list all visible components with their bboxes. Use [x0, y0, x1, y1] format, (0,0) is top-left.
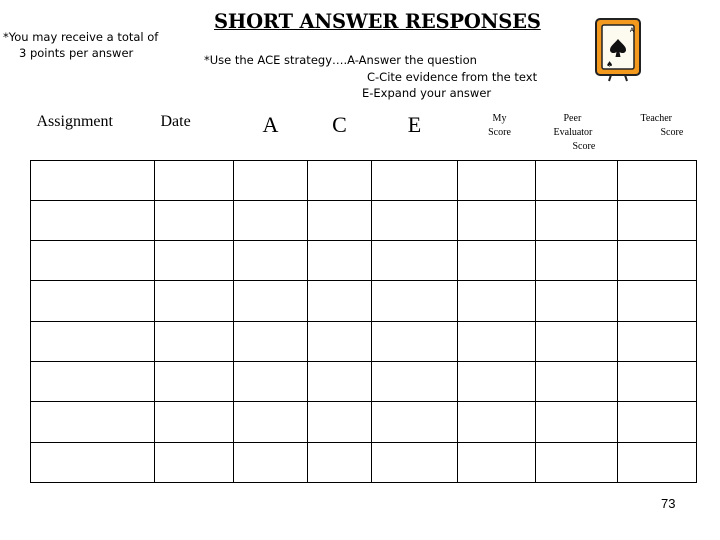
- col-peer-score: [536, 108, 618, 160]
- cell-e[interactable]: [372, 160, 458, 200]
- table-row: [31, 361, 697, 401]
- table-row: [31, 321, 697, 361]
- cell-c[interactable]: [308, 160, 372, 200]
- cell-my-score[interactable]: [458, 321, 536, 361]
- cell-assignment[interactable]: [31, 402, 155, 442]
- cell-assignment[interactable]: [31, 361, 155, 401]
- cell-a[interactable]: [234, 402, 308, 442]
- cell-date[interactable]: [155, 281, 234, 321]
- cell-my-score[interactable]: [458, 160, 536, 200]
- cell-peer-score[interactable]: [536, 442, 618, 482]
- points-note-line-1: *You may receive a total of: [3, 30, 159, 44]
- cell-e[interactable]: [372, 281, 458, 321]
- cell-assignment[interactable]: [31, 241, 155, 281]
- score-table: [30, 108, 697, 483]
- cell-date[interactable]: [155, 361, 234, 401]
- col-teacher-score-line-1: Teacher: [640, 113, 672, 124]
- cell-peer-score[interactable]: [536, 241, 618, 281]
- cell-teacher-score[interactable]: [618, 442, 697, 482]
- col-assignment: Assignment: [36, 113, 113, 130]
- cell-c[interactable]: [308, 200, 372, 240]
- cell-teacher-score[interactable]: [618, 241, 697, 281]
- svg-text:A: A: [629, 27, 634, 34]
- cell-teacher-score[interactable]: [618, 321, 697, 361]
- score-table-body: [31, 160, 697, 482]
- cell-assignment[interactable]: [31, 442, 155, 482]
- col-date: Date: [160, 113, 191, 130]
- col-peer-score-line-2: Evaluator: [553, 127, 593, 138]
- cell-date[interactable]: [155, 241, 234, 281]
- col-e: E: [407, 112, 422, 137]
- col-peer-score-line-3: Score: [572, 141, 596, 152]
- cell-assignment[interactable]: [31, 281, 155, 321]
- cell-peer-score[interactable]: [536, 402, 618, 442]
- cell-a[interactable]: [234, 321, 308, 361]
- cell-date[interactable]: [155, 442, 234, 482]
- cell-e[interactable]: [372, 241, 458, 281]
- cell-c[interactable]: [308, 281, 372, 321]
- col-my-score-line-2: Score: [488, 127, 511, 138]
- cell-my-score[interactable]: [458, 200, 536, 240]
- cell-date[interactable]: [155, 321, 234, 361]
- cell-a[interactable]: [234, 160, 308, 200]
- col-a: A: [262, 112, 279, 137]
- cell-my-score[interactable]: [458, 402, 536, 442]
- table-row: [31, 442, 697, 482]
- points-note: [3, 29, 158, 61]
- cell-e[interactable]: [372, 402, 458, 442]
- cell-date[interactable]: [155, 200, 234, 240]
- col-teacher-score: [618, 108, 697, 160]
- cell-a[interactable]: [234, 200, 308, 240]
- cell-e[interactable]: [372, 321, 458, 361]
- cell-c[interactable]: [308, 241, 372, 281]
- col-teacher-score-line-2: Score: [660, 127, 684, 138]
- col-c: C: [332, 112, 347, 137]
- col-my-score-line-1: My: [492, 113, 507, 124]
- cell-assignment[interactable]: [31, 200, 155, 240]
- ace-answer-line: *Use the ACE strategy….A-Answer the question: [204, 53, 477, 67]
- ace-strategy-note: [204, 52, 537, 102]
- cell-teacher-score[interactable]: [618, 160, 697, 200]
- cell-my-score[interactable]: [458, 361, 536, 401]
- cell-c[interactable]: [308, 442, 372, 482]
- page-number: 73: [661, 496, 676, 511]
- cell-my-score[interactable]: [458, 442, 536, 482]
- cell-teacher-score[interactable]: [618, 200, 697, 240]
- cell-e[interactable]: [372, 361, 458, 401]
- table-row: [31, 402, 697, 442]
- cell-assignment[interactable]: [31, 160, 155, 200]
- cell-date[interactable]: [155, 402, 234, 442]
- cell-assignment[interactable]: [31, 321, 155, 361]
- table-row: [31, 241, 697, 281]
- page-title: SHORT ANSWER RESPONSES: [214, 10, 541, 33]
- cell-c[interactable]: [308, 321, 372, 361]
- table-row: [31, 200, 697, 240]
- cell-a[interactable]: [234, 281, 308, 321]
- cell-e[interactable]: [372, 200, 458, 240]
- cell-teacher-score[interactable]: [618, 402, 697, 442]
- cell-peer-score[interactable]: [536, 200, 618, 240]
- cell-teacher-score[interactable]: [618, 281, 697, 321]
- col-peer-score-line-1: Peer: [563, 113, 582, 124]
- cell-e[interactable]: [372, 442, 458, 482]
- cell-peer-score[interactable]: [536, 321, 618, 361]
- table-row: [31, 160, 697, 200]
- col-my-score: [458, 108, 536, 160]
- cell-c[interactable]: [308, 402, 372, 442]
- ace-expand-line: E-Expand your answer: [362, 86, 492, 100]
- cell-my-score[interactable]: [458, 241, 536, 281]
- cell-c[interactable]: [308, 361, 372, 401]
- cell-teacher-score[interactable]: [618, 361, 697, 401]
- ace-of-spades-card-icon: [593, 17, 649, 83]
- cell-a[interactable]: [234, 442, 308, 482]
- cell-peer-score[interactable]: [536, 361, 618, 401]
- cell-date[interactable]: [155, 160, 234, 200]
- cell-a[interactable]: [234, 361, 308, 401]
- cell-peer-score[interactable]: [536, 281, 618, 321]
- cell-my-score[interactable]: [458, 281, 536, 321]
- ace-cite-line: C-Cite evidence from the text: [367, 69, 538, 84]
- svg-text:♠: ♠: [606, 60, 614, 69]
- table-row: [31, 281, 697, 321]
- cell-peer-score[interactable]: [536, 160, 618, 200]
- points-note-line-2: 3 points per answer: [19, 46, 134, 60]
- cell-a[interactable]: [234, 241, 308, 281]
